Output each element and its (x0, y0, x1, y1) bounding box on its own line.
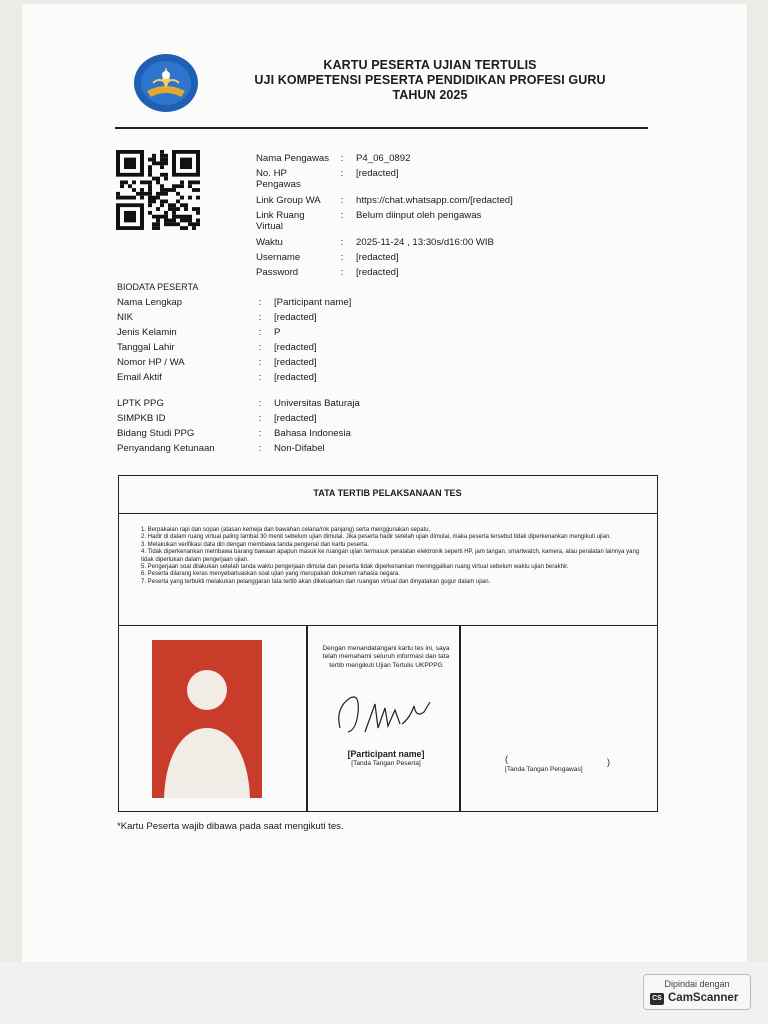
proctor-close-paren: ) (607, 757, 610, 767)
value-username: [redacted] (356, 252, 399, 263)
camscanner-logo-icon: CS (650, 993, 664, 1005)
participant-name-signed: [Participant name] (347, 749, 425, 759)
rule-item: 6. Peserta dilarang keras menyebarluaskan soal ujian yang merupakan dokumen rahasia negara. (141, 571, 400, 578)
label-simpkb-id: SIMPKB ID (117, 413, 166, 424)
person-silhouette-icon (152, 640, 262, 798)
value-link-ruang-virtual: Belum diinput oleh pengawas (356, 210, 482, 221)
card-subtitle: UJI KOMPETENSI PESERTA PENDIDIKAN PROFESI GURU (254, 73, 606, 87)
participant-photo (152, 640, 262, 798)
qr-code (116, 150, 200, 230)
value-no-hp-pengawas: [redacted] (356, 168, 399, 179)
tut-wuri-handayani-logo (133, 53, 199, 113)
participant-signature (330, 688, 440, 738)
biodata-heading: BIODATA PESERTA (117, 282, 199, 292)
value-nomor-hp: [redacted] (274, 357, 317, 368)
declaration-text: Dengan menandatangani kartu tes ini, saya telah memahami seluruh informasi dan tata tertib mengikuti Ujian Tertulis UKPPPG (322, 645, 450, 669)
value-penyandang-ketunaan: Non-Difabel (274, 443, 325, 454)
rule-item: 2. Hadir di dalam ruang virtual paling lambat 30 menit sebelum ujian dimulai. Jika peserta hadir setelah ujian dimulai, maka peserta tersebut tidak diperkenankan mengikuti ujian. (141, 534, 611, 541)
value-password: [redacted] (356, 267, 399, 278)
label-nama-lengkap: Nama Lengkap (117, 297, 183, 308)
col-divider-2 (459, 626, 461, 812)
label-nik: NIK (117, 312, 133, 323)
label-username: Username (256, 252, 301, 263)
value-nama-pengawas: P4_06_0892 (356, 153, 411, 164)
footnote: *Kartu Peserta wajib dibawa pada saat mengikuti tes. (117, 821, 344, 832)
label-jenis-kelamin: Jenis Kelamin (117, 327, 177, 338)
proctor-signature-caption: [Tanda Tangan Pengawas] (505, 766, 583, 773)
card-year: TAHUN 2025 (392, 88, 468, 102)
value-nama-lengkap: [Participant name] (274, 297, 352, 308)
camscanner-caption: Dipindai dengan (664, 979, 730, 989)
label-nama-pengawas: Nama Pengawas (256, 153, 330, 164)
label-link-ruang-virtual: Link Ruang Virtual (256, 210, 305, 232)
rule-item: 1. Berpakaian rapi dan sopan (atasan kemeja dan bawahan celana/rok panjang) serta menggunakan sepatu. (141, 527, 431, 533)
rule-item: 5. Pengerjaan soal dilakukan setelah tanda waktu pengerjaan dimulai dan peserta tidak diperkenankan meninggalkan ruang virtual sebelum waktu ujian berakhir. (141, 564, 569, 571)
label-waktu: Waktu (256, 237, 283, 248)
col-divider-1 (306, 626, 308, 812)
header-divider (115, 127, 648, 129)
label-email-aktif: Email Aktif (117, 372, 162, 383)
camscanner-name: CamScanner (668, 992, 739, 1004)
camscanner-badge (643, 974, 751, 1010)
label-bidang-studi: Bidang Studi PPG (117, 428, 195, 439)
label-tanggal-lahir: Tanggal Lahir (117, 342, 175, 353)
label-no-hp-pengawas: No. HP Pengawas (256, 168, 301, 190)
proctor-open-paren: ( (505, 754, 508, 764)
value-lptk-ppg: Universitas Baturaja (274, 398, 360, 409)
rules-bottom-divider (118, 625, 658, 627)
label-password: Password (256, 267, 299, 278)
card-title: KARTU PESERTA UJIAN TERTULIS (323, 58, 537, 72)
label-lptk-ppg: LPTK PPG (117, 398, 164, 409)
label-link-group-wa: Link Group WA (256, 195, 321, 206)
value-simpkb-id: [redacted] (274, 413, 317, 424)
participant-signature-caption: [Tanda Tangan Peserta] (351, 760, 421, 767)
value-email-aktif: [redacted] (274, 372, 317, 383)
value-nik: [redacted] (274, 312, 317, 323)
rules-list (135, 527, 646, 586)
label-penyandang-ketunaan: Penyandang Ketunaan (117, 443, 215, 454)
value-waktu: 2025-11-24 , 13:30s/d16:00 WIB (356, 237, 494, 248)
value-bidang-studi: Bahasa Indonesia (274, 428, 351, 439)
label-nomor-hp: Nomor HP / WA (117, 357, 185, 368)
value-link-group-wa[interactable]: https://chat.whatsapp.com/[redacted] (356, 195, 513, 206)
value-tanggal-lahir: [redacted] (274, 342, 317, 353)
value-jenis-kelamin: P (274, 327, 281, 338)
rule-item: 3. Melakukan verifikasi data diri dengan membawa tanda pengenal dan kartu peserta. (141, 541, 369, 548)
rules-title: TATA TERTIB PELAKSANAAN TES (313, 488, 462, 498)
rule-item: 4. Tidak diperkenankan membawa barang bawaan apapun masuk ke ruangan ujian termasuk peralatan elektronik seperti HP, jam tangan, smartwatch, kamera, atau peralatan lainnya yang tidak diperlukan dalam pengerjaan ujian. (141, 549, 640, 563)
rule-item: 7. Peserta yang terbukti melakukan pelanggaran tata tertib akan dikeluarkan dari ruangan virtual dan dinyatakan gugur dalam ujian. (141, 578, 491, 585)
